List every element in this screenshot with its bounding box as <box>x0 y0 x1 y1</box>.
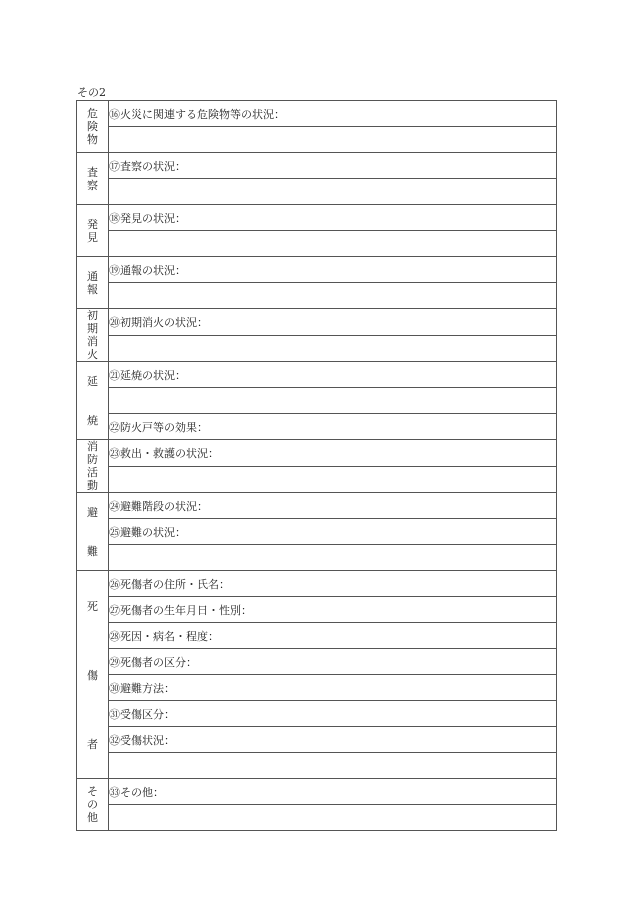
category-char: 活 <box>87 466 98 479</box>
blank-entry-row[interactable] <box>109 283 557 309</box>
category-char: 動 <box>87 479 98 492</box>
field-evacuation-status[interactable]: ㉕避難の状況： <box>109 519 557 545</box>
category-discovery <box>77 205 109 257</box>
blank-entry-row[interactable] <box>109 127 557 153</box>
field-inspection-status[interactable]: ⑰査察の状況： <box>109 153 557 179</box>
category-report <box>77 257 109 309</box>
category-char: 他 <box>87 811 98 824</box>
category-char: の <box>87 798 98 811</box>
fire-report-form-table <box>76 100 557 831</box>
category-char: 初 <box>87 309 98 322</box>
category-char: 消 <box>87 440 98 453</box>
category-char: 焼 <box>87 413 98 427</box>
category-hazardous-materials <box>77 101 109 153</box>
field-casualty-birthdate-gender[interactable]: ㉗死傷者の生年月日・性別： <box>109 597 557 623</box>
category-char: 難 <box>87 544 98 558</box>
category-char: 査 <box>87 165 98 179</box>
category-inspection <box>77 153 109 205</box>
category-firefighting-activity <box>77 440 109 493</box>
field-cause-of-death-condition[interactable]: ㉘死因・病名・程度： <box>109 623 557 649</box>
field-initial-extinguishing-status[interactable]: ⑳初期消火の状況： <box>109 309 557 336</box>
field-casualty-address-name[interactable]: ㉖死傷者の住所・氏名： <box>109 571 557 597</box>
category-char: 傷 <box>87 668 98 682</box>
field-injury-classification[interactable]: ㉛受傷区分： <box>109 701 557 727</box>
category-char: 防 <box>87 453 98 466</box>
blank-entry-row[interactable] <box>109 179 557 205</box>
field-evacuation-method[interactable]: ㉚避難方法： <box>109 675 557 701</box>
category-char: 期 <box>87 322 98 335</box>
field-discovery-status[interactable]: ⑱発見の状況： <box>109 205 557 231</box>
category-char: 険 <box>87 120 98 133</box>
page-label: その2 <box>77 86 106 99</box>
field-injury-status[interactable]: ㉜受傷状況： <box>109 727 557 753</box>
category-evacuation <box>77 493 109 571</box>
category-char: 死 <box>87 599 98 613</box>
blank-entry-row[interactable] <box>109 805 557 831</box>
field-report-status[interactable]: ⑲通報の状況： <box>109 257 557 283</box>
category-casualties <box>77 571 109 779</box>
category-char: 延 <box>87 375 98 389</box>
category-char: そ <box>87 785 98 798</box>
category-char: 発 <box>87 217 98 231</box>
blank-entry-row[interactable] <box>109 335 557 362</box>
field-other[interactable]: ㉝その他： <box>109 779 557 805</box>
category-char: 見 <box>87 230 98 244</box>
category-initial-extinguishing <box>77 309 109 362</box>
blank-entry-row[interactable] <box>109 388 557 414</box>
category-fire-spread <box>77 362 109 440</box>
category-char: 物 <box>87 133 98 146</box>
blank-entry-row[interactable] <box>109 753 557 779</box>
field-fire-door-effect[interactable]: ㉒防火戸等の効果： <box>109 414 557 440</box>
category-char: 消 <box>87 335 98 348</box>
category-char: 火 <box>87 348 98 361</box>
field-evacuation-stairs-status[interactable]: ㉔避難階段の状況： <box>109 493 557 519</box>
category-char: 者 <box>87 737 98 751</box>
category-char: 察 <box>87 178 98 192</box>
category-char: 危 <box>87 107 98 120</box>
blank-entry-row[interactable] <box>109 545 557 571</box>
field-casualty-classification[interactable]: ㉙死傷者の区分： <box>109 649 557 675</box>
category-char: 避 <box>87 506 98 520</box>
field-hazardous-materials-status[interactable]: ⑯火災に関連する危険物等の状況： <box>109 101 557 127</box>
blank-entry-row[interactable] <box>109 231 557 257</box>
category-char: 通 <box>87 269 98 283</box>
blank-entry-row[interactable] <box>109 466 557 493</box>
category-char: 報 <box>87 282 98 296</box>
category-other <box>77 779 109 831</box>
field-rescue-status[interactable]: ㉓救出・救護の状況： <box>109 440 557 467</box>
field-fire-spread-status[interactable]: ㉑延焼の状況： <box>109 362 557 388</box>
